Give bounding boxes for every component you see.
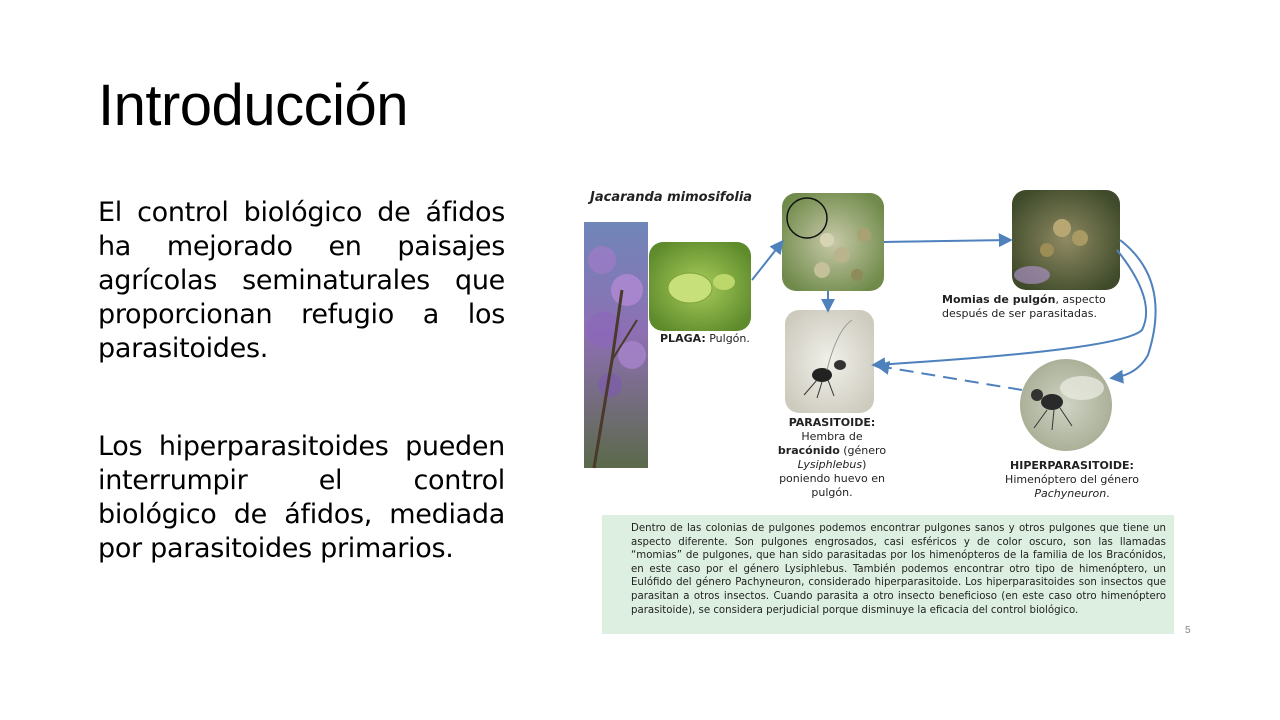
hyperparasitoid-label-title: HIPERPARASITOIDE:: [1010, 459, 1134, 472]
hyperparasitoid-label-genus: Pachyneuron: [1034, 487, 1107, 500]
explanation-box: [602, 515, 1174, 634]
jacaranda-tree-photo: [584, 222, 648, 468]
pest-label: [660, 332, 760, 346]
intro-paragraph-1: El control biológico de áfidos ha mejorado en paisajes agrícolas seminaturales que proporcionan refugio a los parasitoides.: [98, 197, 505, 364]
mummies-label-text-2: después de ser parasitadas.: [942, 307, 1097, 320]
aphid-colony-photo: [782, 193, 884, 291]
hyperparasitoid-photo: [1020, 359, 1112, 451]
parasitoid-label-line-4: poniendo huevo en: [779, 472, 885, 485]
pest-label-text: Pulgón.: [705, 332, 750, 345]
aphid-mummies-photo: [1012, 190, 1120, 290]
intro-paragraph-2: Los hiperparasitoides pueden interrumpir el control biológico de áfidos, mediada por parasitoides primarios.: [98, 431, 505, 564]
hyperparasitoid-label: [997, 459, 1147, 501]
mummies-label: [942, 293, 1122, 321]
explanation-text: Dentro de las colonias de pulgones podemos encontrar pulgones sanos y otros pulgones que tiene un aspecto diferente. Son pulgones engrosados, casi esféricos y de color oscuro, son las llamadas “momias” de pulgones, que han sido parasitadas por los himenópteros de la familia de los Bracónidos, en este caso por el género Lysiphlebus. También podemos encontrar otro tipo de himenóptero, un Eulófido del género Pachyneuron, considerado hiperparasitoide. Los hiperparasitoides son insectos que parasitan a otros insectos. Cuando parasita a otro insecto beneficioso (en este caso otro himenóptero parasitoide), se considera perjudicial porque disminuye la eficacia del control biológico.: [631, 523, 1166, 616]
parasitoid-label-genus: Lysiphlebus: [797, 458, 863, 471]
parasitoid-wasp-photo: [785, 310, 874, 413]
mummies-label-title: Momias de pulgón: [942, 293, 1056, 306]
page-number: 5: [1185, 625, 1191, 636]
biocontrol-figure: [582, 180, 1197, 640]
hyperparasitoid-label-line-1: Himenóptero del género: [1005, 473, 1139, 486]
parasitoid-label-line-1: Hembra de: [801, 430, 863, 443]
parasitoid-label: [772, 416, 892, 500]
parasitoid-label-line-5: pulgón.: [811, 486, 853, 499]
hyperparasitoid-label-line-2: .: [1106, 487, 1110, 500]
parasitoid-label-family: bracónido: [777, 444, 840, 457]
species-label: Jacaranda mimosifolia: [590, 190, 753, 205]
parasitoid-label-line-3: ): [862, 458, 867, 471]
pest-label-title: PLAGA:: [660, 332, 706, 345]
mummies-label-text-1: , aspecto: [1055, 293, 1106, 306]
parasitoid-label-title: PARASITOIDE:: [788, 416, 876, 429]
parasitoid-label-line-2: (género: [839, 444, 887, 457]
slide-title: Introducción: [98, 73, 408, 138]
aphid-photo: [649, 242, 751, 331]
